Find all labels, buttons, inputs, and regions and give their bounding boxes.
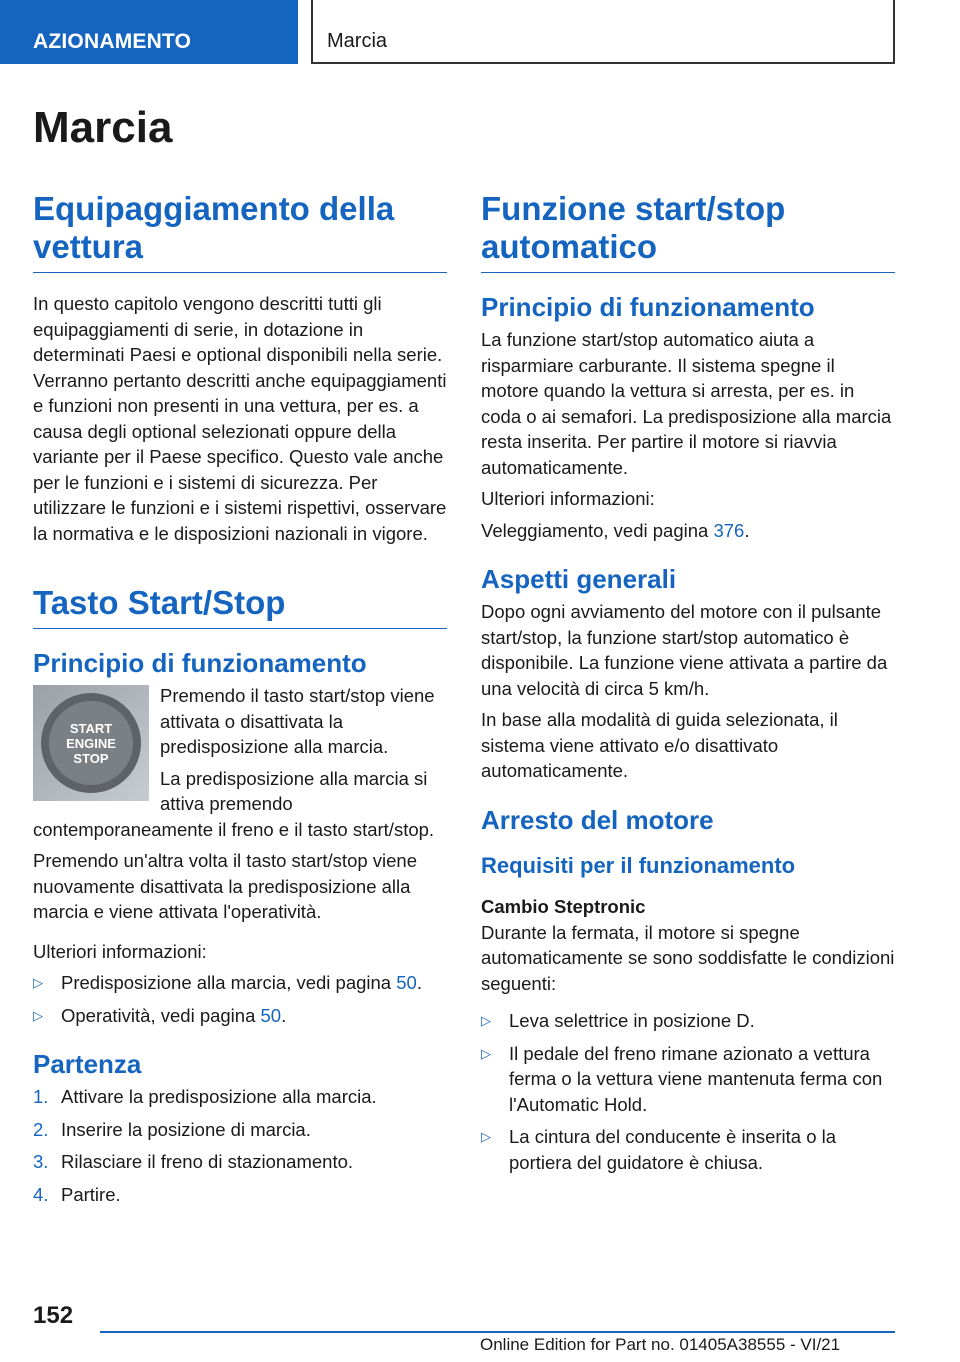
section-tab: AZIONAMENTO [0,0,298,64]
heading-partenza: Partenza [33,1049,142,1079]
paragraph-ulteriori-left: Ulteriori informazioni: [33,940,207,962]
heading-equipaggiamento: Equipaggiamento della vettura [33,190,447,273]
heading-principio-right: Principio di funzionamento [481,292,815,322]
list-item: ▷ Predisposizione alla marcia, vedi pagina 50. [33,970,447,996]
list-item: ▷ Leva selettrice in posizione D. [481,1008,895,1034]
paragraph-predisposizione: La predisposizione alla marcia si attiva premendo contemporaneamente il freno e il tasto start/stop. [33,767,435,840]
left-column [33,190,447,1214]
heading-arresto-motore: Arresto del motore [481,804,714,835]
list-item: ▷ Operatività, vedi pagina 50. [33,1003,447,1029]
paragraph-premendo-1: Premendo il tasto start/stop viene attivata o disattivata la predisposizione alla marcia. [160,685,435,757]
button-text-stop: STOP [73,751,109,766]
paragraph-veleggiamento: Veleggiamento, vedi pagina 376. [481,519,750,541]
paragraph-equipaggiamento: In questo capitolo vengono descritti tutti gli equipaggiamenti di serie, in dotazione in determinati Paesi e optional disponibili nella serie. Verranno pertanto descritti anche equipaggiamenti e funzioni non presenti in una vettura, per es. a causa degli optional selezionati oppure della variante per il Paese specifico. Questo vale anche per le funzioni e i sistemi di sicurezza. Per utilizzare le funzioni e i sistemi rispettivi, osservare la normativa e le disposizioni nazionali in vigore. [33,293,447,544]
info-list [33,970,447,1028]
list-item: 3. Rilasciare il freno di stazionamento. [33,1151,354,1172]
heading-requisiti: Requisiti per il funzionamento [481,852,796,878]
triangle-bullet-icon: ▷ [33,1007,43,1023]
heading-principio-left: Principio di funzionamento [33,648,367,678]
list-item: 2. Inserire la posizione di marcia. [33,1118,311,1140]
list-item: 1. Attivare la predisposizione alla marcia. [33,1086,377,1107]
heading-tasto-start-stop: Tasto Start/Stop [33,584,447,629]
heading-funzione-start-stop: Funzione start/stop automatico [481,190,895,273]
paragraph-principio-right: La funzione start/stop automatico aiuta a risparmiare carburante. Il sistema spegne il motore quando la vettura si arresta, per es. in coda o ai semafori. La predisposizione alla marcia resta inserita. Per partire il motore si riavvia automaticamente. [481,329,892,478]
triangle-bullet-icon: ▷ [481,1045,491,1061]
footer-divider [100,1331,895,1333]
conditions-list [481,1008,895,1175]
paragraph-aspetti-2: In base alla modalità di guida selezionata, il sistema viene attivato e/o disattivato automaticamente. [481,709,838,781]
list-item: 4. Partire. [33,1183,121,1205]
page-link[interactable]: 50 [260,1004,282,1026]
paragraph-aspetti-1: Dopo ogni avviamento del motore con il pulsante start/stop, la funzione start/stop automatico è disponibile. La funzione viene attivata a partire da una velocità di circa 5 km/h. [481,601,888,699]
page-title: Marcia [33,103,173,152]
list-item: ▷ Il pedale del freno rimane azionato a vettura ferma o la vettura viene mantenuta ferma con l'Automatic Hold. [481,1042,883,1115]
triangle-bullet-icon: ▷ [481,1013,491,1028]
page-link[interactable]: 50 [396,972,417,993]
heading-aspetti-generali: Aspetti generali [481,564,677,594]
button-text-start: START [69,721,113,736]
page-number: 152 [33,1302,74,1329]
start-stop-button-image [33,685,149,801]
triangle-bullet-icon: ▷ [481,1129,491,1144]
paragraph-premendo-2: Premendo un'altra volta il tasto start/stop viene nuovamente disattivata la predisposizione alla marcia e viene attivata l'operatività. [33,850,418,922]
footer-edition: Online Edition for Part no. 01405A38555 - VI/21 [480,1335,841,1354]
right-column [481,190,895,1182]
subsection-tab: Marcia [311,0,895,64]
page-link[interactable]: 376 [713,519,745,541]
paragraph-cambio: Durante la fermata, il motore si spegne automaticamente se sono soddisfatte le condizioni seguenti: [481,921,895,994]
paragraph-ulteriori-right: Ulteriori informazioni: [481,488,655,509]
heading-cambio-steptronic: Cambio Steptronic [481,895,646,917]
list-item: ▷ La cintura del conducente è inserita o la portiera del guidatore è chiusa. [481,1126,837,1173]
triangle-bullet-icon: ▷ [33,975,43,990]
button-text-engine: ENGINE [66,736,116,751]
steps-list [33,1084,447,1207]
